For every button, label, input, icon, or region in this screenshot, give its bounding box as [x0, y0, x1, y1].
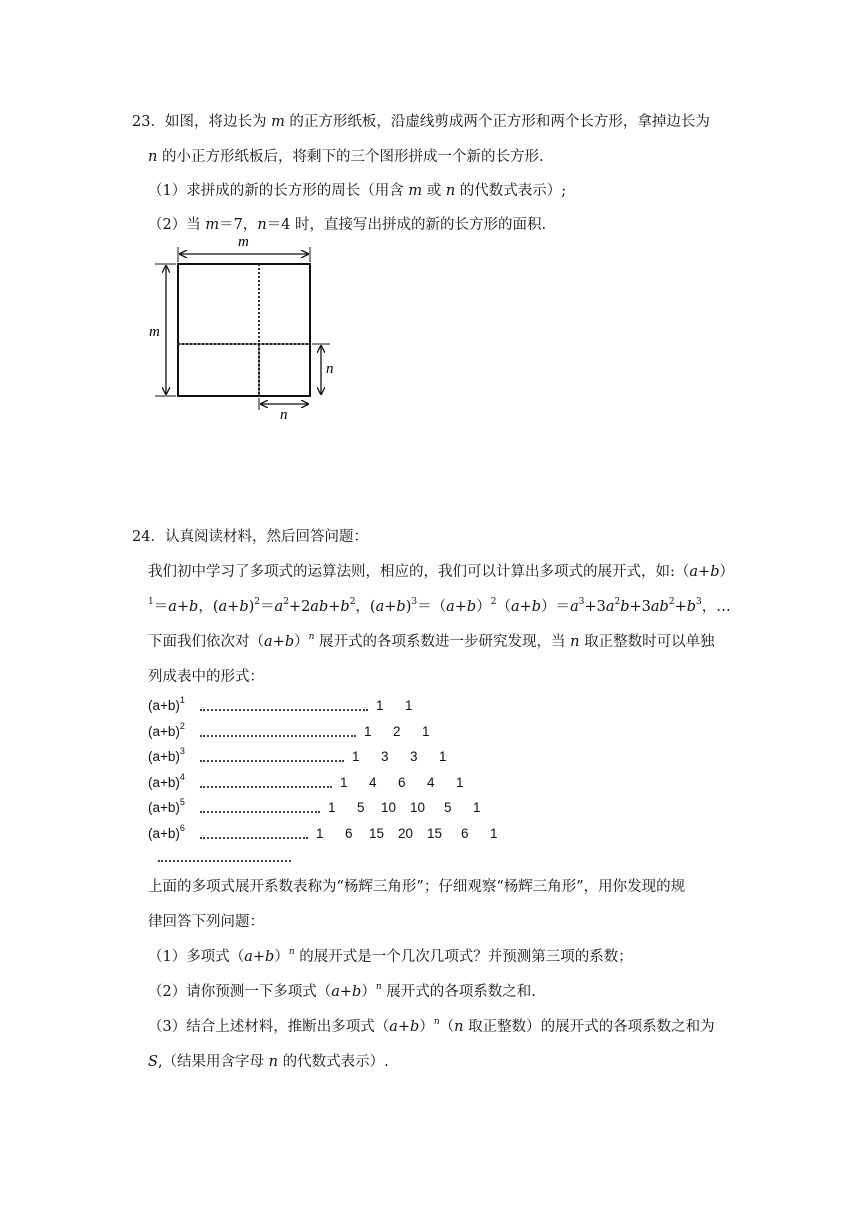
triangle-coefficient: 2: [393, 723, 401, 739]
triangle-row-exponent: 2: [179, 720, 185, 731]
triangle-row-label: $(a+b)^4$: [148, 771, 185, 790]
triangle-coefficient: 6: [345, 825, 353, 841]
triangle-coefficient: 3: [381, 749, 389, 764]
triangle-row: [148, 746, 528, 769]
triangle-coefficient: 1: [316, 825, 324, 841]
triangle-coefficient: 1: [473, 800, 481, 815]
q24-line-6: 上面的多项式展开系数表称为“杨辉三角形”；仔细观察“杨辉三角形”，用你发现的规: [148, 879, 686, 895]
triangle-coefficient: 1: [439, 749, 447, 764]
triangle-row-exponent: 1: [179, 695, 185, 705]
q24-line-7: 律回答下列问题：: [148, 914, 264, 930]
q24-part-3: （3）结合上述材料，推断出多项式$(a+b)^n(n$ 取正整数）的展开式的各项系数之和为: [148, 1017, 715, 1035]
q23-line-2: n 的小正方形纸板后，将剩下的三个图形拼成一个新的长方形.: [148, 149, 544, 165]
triangle-coefficient: 5: [357, 800, 365, 815]
triangle-row-label: $(a+b)^5$: [148, 797, 185, 815]
triangle-coefficient: 1: [376, 698, 384, 713]
q24-line-4: 下面我们依次对$(a+b)^n$ 展开式的各项系数进一步研究发现，当 n 取正整数时可以单独: [148, 632, 715, 650]
q23-line-1: 23．如图，将边长为 m 的正方形纸板，沿虚线剪成两个正方形和两个长方形，拿掉边长为: [132, 114, 710, 130]
q24-part-2: （2）请你预测一下多项式$(a+b)^n$ 展开式的各项系数之和.: [148, 982, 536, 1000]
triangle-row-label: $(a+b)^6$: [148, 822, 185, 841]
right-label: n: [326, 361, 334, 377]
triangle-row-exponent: 5: [179, 797, 185, 807]
triangle-coefficient: 10: [381, 800, 397, 815]
triangle-coefficient: 3: [410, 749, 418, 764]
triangle-row: [148, 720, 528, 744]
triangle-coefficient: 1: [490, 825, 498, 841]
triangle-coefficient: 4: [369, 774, 377, 790]
q24-line-3: $^1$＝a+b，$(a+b)^2=a^2+2ab+b^2$，$(a+b)^3=(a+b)^2(a+b)=a^3+3a^2b+3ab^2+b^3$，…: [148, 597, 731, 615]
triangle-coefficient: 6: [398, 774, 406, 790]
outer-square: [178, 264, 310, 396]
triangle-coefficient: 1: [352, 749, 360, 764]
triangle-coefficient: 1: [364, 723, 372, 739]
q24-part-1: （1）多项式$(a+b)^n$ 的展开式是一个几次几项式？并预测第三项的系数；: [148, 947, 633, 965]
q24-part-3-cont: S,（结果用含字母 n 的代数式表示）.: [148, 1054, 389, 1070]
q23-part-1: （1）求拼成的新的长方形的周长（用含 m 或 n 的代数式表示）;: [148, 183, 567, 199]
triangle-coefficient: 1: [328, 800, 336, 815]
triangle-coefficient: 15: [427, 825, 443, 841]
triangle-row-exponent: 3: [179, 746, 185, 756]
triangle-coefficient: 10: [410, 800, 426, 815]
triangle-row-exponent: 6: [179, 822, 185, 833]
triangle-row-dots: [200, 735, 356, 737]
q23-part-2: （2）当 m＝7，n＝4 时，直接写出拼成的新的长方形的面积.: [148, 217, 547, 233]
triangle-row: [148, 797, 528, 820]
triangle-coefficient: 1: [405, 698, 413, 713]
top-label: m: [238, 234, 249, 250]
triangle-row-dots: [200, 811, 320, 813]
q24-title: 24．认真阅读材料，然后回答问题：: [132, 529, 368, 545]
triangle-row: [148, 822, 528, 846]
triangle-coefficient: 6: [461, 825, 469, 841]
triangle-row-label: $(a+b)^3$: [148, 746, 185, 764]
q24-line-2: 我们初中学习了多项式的运算法则，相应的，我们可以计算出多项式的展开式，如:（a+b）: [148, 564, 734, 580]
triangle-coefficient: 4: [427, 774, 435, 790]
triangle-row-label: $(a+b)^2$: [148, 720, 185, 739]
yang-hui-triangle: [148, 695, 528, 848]
triangle-coefficient: 5: [444, 800, 452, 815]
triangle-coefficient: 1: [456, 774, 464, 790]
bottom-label: n: [280, 407, 288, 422]
left-label: m: [149, 324, 160, 340]
triangle-row-dots: [200, 786, 332, 788]
triangle-row-dots: [200, 709, 368, 711]
q24-line-5: 列成表中的形式：: [148, 669, 264, 685]
triangle-row: [148, 771, 528, 795]
triangle-row-dots: [200, 760, 344, 762]
triangle-row-exponent: 4: [179, 771, 185, 782]
triangle-bottom-dots: [158, 860, 291, 862]
triangle-coefficient: 1: [422, 723, 430, 739]
triangle-row: [148, 695, 528, 718]
triangle-coefficient: 20: [398, 825, 414, 841]
square-figure: [140, 232, 350, 422]
triangle-row-label: $(a+b)^1$: [148, 695, 185, 713]
triangle-coefficient: 15: [369, 825, 385, 841]
triangle-row-dots: [200, 837, 308, 839]
triangle-coefficient: 1: [340, 774, 348, 790]
